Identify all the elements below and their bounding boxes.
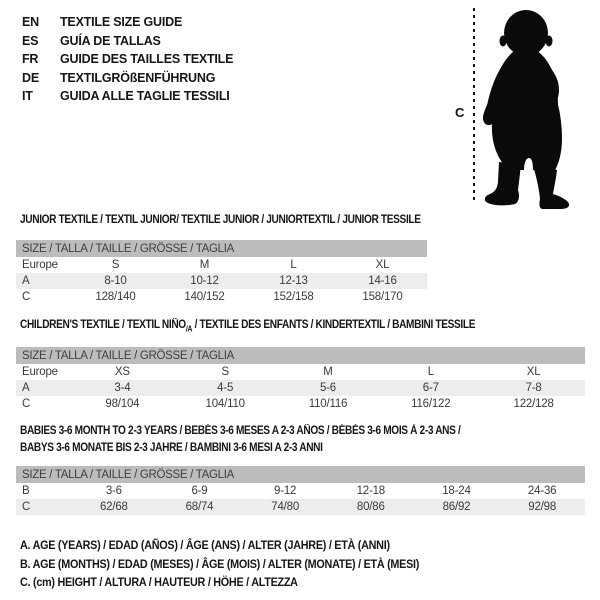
- table-cell: 3-6: [105, 485, 122, 497]
- language-label: GUÍA DE TALLAS: [60, 33, 161, 48]
- table-cell: M: [199, 259, 210, 271]
- table-cell: 12-13: [279, 275, 308, 287]
- table-cell: 128/140: [95, 291, 136, 303]
- table-row: [16, 289, 427, 305]
- language-code: DE: [22, 70, 39, 85]
- silhouette-shorts: [492, 105, 562, 172]
- silhouette-ear-right: [546, 36, 553, 47]
- language-label: TEXTILE SIZE GUIDE: [60, 15, 183, 29]
- junior-table-title: JUNIOR TEXTILE / TEXTIL JUNIOR/ TEXTILE JUNIOR / JUNIORTEXTIL / JUNIOR TESSILE: [20, 214, 421, 226]
- babies-table-title: [20, 423, 460, 457]
- row-label-cell: A: [22, 275, 30, 287]
- height-marker-label: C: [455, 105, 465, 120]
- title-line: BABYS 3-6 MONATE BIS 2-3 JAHRE / BAMBINI 3-6 MESI A 2-3 ANNI: [20, 442, 323, 454]
- table-cell: 10-12: [190, 275, 219, 287]
- table-row: [16, 364, 585, 380]
- table-cell: 122/128: [513, 398, 554, 410]
- footnote: B. AGE (MONTHS) / EDAD (MESES) / ÂGE (MOIS) / ALTER (MONATE) / ETÀ (MESI): [20, 556, 420, 571]
- table-cell: 152/158: [273, 291, 314, 303]
- table-cell: 4-5: [217, 382, 234, 394]
- babies-size-table: [16, 466, 585, 515]
- table-cell: S: [111, 259, 120, 271]
- size-header-bar: SIZE / TALLA / TAILLE / GRÖSSE / TAGLIA: [16, 466, 585, 483]
- table-cell: 7-8: [525, 382, 542, 394]
- language-label: GUIDE DES TAILLES TEXTILE: [60, 52, 234, 66]
- table-row: [16, 380, 585, 396]
- table-cell: 18-24: [442, 485, 471, 497]
- language-label: GUIDA ALLE TAGLIE TESSILI: [60, 89, 230, 103]
- height-dashed-line: [473, 8, 475, 204]
- table-cell: 68/74: [185, 501, 214, 513]
- table-cell: 6-9: [191, 485, 208, 497]
- size-header-bar: SIZE / TALLA / TAILLE / GRÖSSE / TAGLIA: [16, 347, 585, 364]
- table-row: [16, 499, 585, 515]
- children-table-title: [20, 319, 475, 333]
- table-cell: 98/104: [105, 398, 140, 410]
- silhouette-leg-left: [485, 162, 521, 205]
- table-cell: 62/68: [99, 501, 128, 513]
- title-line: BABIES 3-6 MONTH TO 2-3 YEARS / BEBÉS 3-6 MESES A 2-3 AÑOS / BÉBÉS 3-6 MOIS À 2-3 ANS /: [20, 425, 461, 437]
- table-cell: 110/116: [308, 398, 348, 410]
- table-cell: XS: [114, 366, 130, 378]
- table-cell: 9-12: [274, 485, 297, 497]
- language-label: TEXTILGRÖßENFÜHRUNG: [60, 70, 216, 85]
- silhouette-head: [504, 10, 548, 56]
- table-cell: 3-4: [114, 382, 131, 394]
- table-cell: 12-18: [356, 485, 385, 497]
- table-cell: 24-36: [527, 485, 557, 497]
- table-row: [16, 396, 585, 412]
- table-cell: 5-6: [319, 382, 336, 394]
- table-row: [16, 257, 427, 273]
- row-label-cell: Europe: [22, 366, 58, 378]
- table-cell: 140/152: [184, 291, 225, 303]
- table-cell: XL: [375, 259, 390, 271]
- language-code: ES: [22, 33, 39, 48]
- table-cell: 104/110: [205, 398, 245, 410]
- footnote: C. (cm) HEIGHT / ALTURA / HAUTEUR / HÖHE / ALTEZZA: [20, 575, 298, 589]
- table-cell: XL: [526, 366, 541, 378]
- table-cell: 6-7: [422, 382, 439, 394]
- size-figure: [0, 0, 600, 220]
- title-text: CHILDREN'S TEXTILE / TEXTIL NIÑO: [20, 319, 186, 331]
- table-cell: M: [323, 366, 333, 378]
- silhouette-ear-left: [500, 36, 507, 47]
- table-cell: 80/86: [356, 501, 385, 513]
- table-cell: S: [221, 366, 229, 378]
- table-cell: 86/92: [442, 501, 471, 513]
- toddler-silhouette-icon: [479, 6, 574, 212]
- footnotes: [20, 536, 463, 592]
- children-size-table: [16, 347, 585, 412]
- junior-size-table: [16, 240, 427, 305]
- row-label-cell: C: [22, 501, 31, 513]
- table-row: [16, 273, 427, 289]
- footnote: A. AGE (YEARS) / EDAD (AÑOS) / ÂGE (ANS) / ALTER (JAHRE) / ETÀ (ANNI): [20, 538, 390, 552]
- row-label-cell: C: [22, 291, 31, 303]
- title-text: / TEXTILE DES ENFANTS / KINDERTEXTIL / BAMBINI TESSILE: [192, 319, 476, 331]
- table-row: [16, 483, 585, 499]
- row-label-cell: A: [22, 382, 30, 394]
- table-cell: 158/170: [362, 291, 403, 303]
- row-label-cell: Europe: [22, 259, 58, 271]
- table-cell: L: [290, 259, 297, 271]
- language-code: IT: [22, 89, 33, 103]
- table-cell: L: [427, 366, 434, 378]
- silhouette-leg-right: [534, 166, 569, 209]
- table-cell: 116/122: [411, 398, 451, 410]
- row-label-cell: B: [22, 485, 30, 497]
- table-cell: 14-16: [368, 275, 397, 287]
- size-header-bar: SIZE / TALLA / TAILLE / GRÖSSE / TAGLIA: [16, 240, 427, 257]
- language-code: FR: [22, 52, 39, 66]
- language-code: EN: [22, 15, 39, 29]
- title-subscript: /A: [185, 324, 193, 334]
- table-cell: 74/80: [271, 501, 300, 513]
- table-cell: 8-10: [104, 275, 127, 287]
- row-label-cell: C: [22, 398, 31, 410]
- table-cell: 92/98: [528, 501, 557, 513]
